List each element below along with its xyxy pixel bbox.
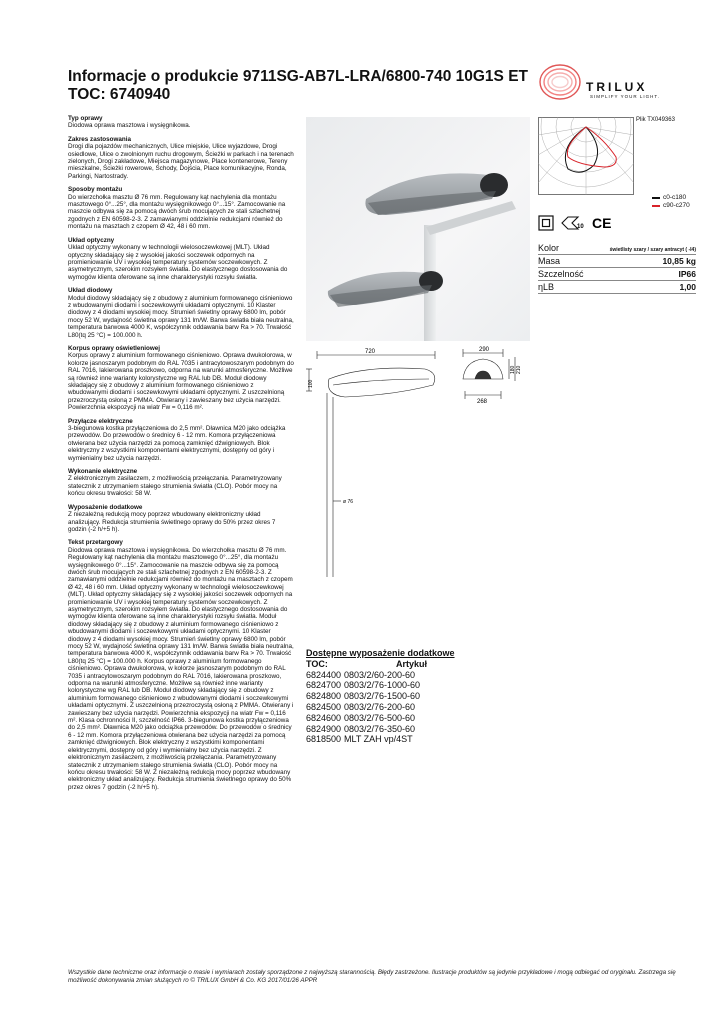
section-heading: Wyposażenie dodatkowe [68, 503, 143, 511]
dim-mast-label: ø 76 [343, 499, 354, 505]
accessory-row [306, 680, 506, 691]
legend-label: c0-c180 [663, 194, 687, 201]
section-typ-oprawy [68, 115, 294, 130]
spec-value: 1,00 [679, 282, 696, 292]
legend-item [652, 194, 690, 202]
accessory-article: 0803/2/76-1500-60 [344, 691, 421, 702]
legend-item [652, 202, 690, 210]
specifications-table [538, 242, 696, 294]
accessory-row [306, 713, 506, 724]
section-text: Moduł diodowy składający się z obudowy z aluminium formowanego ciśnieniowo z wbudowanymi diodami i soczewkowymi układami optycznymi. 10 Klaster diodowy z 4 diodami wysokiej mocy. Strumień świetlny oprawy 6800 lm, pobór mocy 52 W, wydajność świetlna oprawy 131 lm/W. Barwa światła biała neutralna, temperatura barwowa 4000 K, współczynnik oddawania barw Ra > 70. Trwałość L80(tq 25 °C) = 100.000 h. [68, 294, 294, 339]
section-text: Korpus oprawy z aluminium formowanego ciśnieniowo. Oprawa dwukolorowa, w kolorze jasnoszarym podobnym do RAL 7035 i antracytowoszarym podobnym do RAL 7016, lakierowana proszkowo, odporna na warunki atmosferyczne. Możliwe są również inne warianty kolorystyczne wg RAL lub DB. Moduł diodowy składający się z obudowy z aluminium formowanego ciśnieniowo z wbudowanymi diodami i soczewkowymi układami optycznymi. Z uszczelnioną przezroczystą osłoną z PMMA. Otwierany i zawieszany bez użycia narzędzi. Powierzchnia ekspozycji na wiatr Fw = 0,116 m². [68, 352, 294, 412]
section-text: Diodowa oprawa masztowa i wysięgnikowa. Do wierzchołka masztu Ø 76 mm. Regulowany kąt nachylenia dla montażu masztowego 0°...25°, dla montażu wysięgnikowego 0°...15°. Zamocowanie na maszcie odbywa się za pomocą dwóch śrub mocujących ze stali szlachetnej zgodnych z EN 60598-2-3. Z zamawianymi oddzielnie redukcjami również do montażu na masztach z czopem Ø 42, 48 i 60 mm. Układ optyczny wykonany w technologii wielosoczewkowej (MLT). Układ optyczny składający się z wysokiej jakości soczewek odpornych na promieniowanie UV i wysokiej temperatury systemów soczewkowych. Z asymetrycznym, szerokim rozsyłem światła. Do elastycznego dostosowania do wymogów klienta oferowane są inne charakterystyki rozsyłu światła. Moduł diodowy składający się z obudowy z aluminium formowanego ciśnieniowo z wbudowanymi diodami i soczewkowymi układami optycznymi. 10 Klaster diodowy z 4 diodami wysokiej mocy. Strumień świetlny oprawy 6800 lm, pobór mocy 52 W, wydajność świetlna oprawy 131 lm/W. Barwa światła biała neutralna, temperatura barwowa 4000 K, współczynnik oddawania barw Ra > 70. Trwałość L80(tq 25 °C) = 100.000 h. Korpus oprawy z aluminium formowanego ciśnieniowo. Oprawa dwukolorowa, w kolorze jasnoszarym podobnym do RAL 7035 i antracytowoszarym podobnym do RAL 7016, lakierowana proszkowo, odporna na warunki atmosferyczne. Możliwe są również inne warianty kolorystyczne wg RAL lub DB. Moduł diodowy składający się z obudowy z aluminium formowanego ciśnieniowo z wbudowanymi diodami i soczewkowymi układami optycznymi. Z uszczelnioną przezroczystą osłoną z PMMA. Otwierany i zawieszany bez użycia narzędzi. Powierzchnia ekspozycji na wiatr Fw = 0,116 m². Klasa ochronności II, szczelność IP66. 3-biegunowa kostka przyłączeniowa do 2,5 mm². Dławnica M20 jako odciążka przewodów. Do przewodów o średnicy 6 - 12 mm. Komora przyłączeniowa otwierana bez użycia narzędzi za pomocą zamknięć dźwigniowych. Blok elektryczny z wszystkimi komponentami elektrycznymi, dostępny od góry i wymienialny bez użycia narzędzi. Z elektronicznym zasilaczem, z możliwością przełączania. Parametryzowany statecznik z utrzymaniem stałego strumienia światła (CLO). Pobór mocy na końcu okresu trwałości: 58 W. Z niezależną redukcją mocy poprzez wbudowany elektroniczny układ analizujący. Redukcja strumienia świetlnego oprawy do 50% przez okres 7 godzin (-2 h/+5 h). [68, 546, 294, 791]
title-line-2: TOC: 6740940 [68, 86, 171, 103]
accessory-row [306, 734, 506, 745]
section-text: Z elektronicznym zasilaczem, z możliwością przełączania. Parametryzowany statecznik z utrzymaniem stałego strumienia światła (CLO). Pobór mocy na końcu okresu trwałości: 58 W. [68, 475, 282, 498]
front-view-graphic [455, 345, 525, 405]
accessory-article: 0803/2/76-200-60 [344, 701, 416, 712]
spec-value: świetlisty szary / szary antracyt ( -I4) [609, 247, 696, 253]
dim-length-label: 720 [365, 349, 376, 355]
section-montaz [68, 186, 294, 230]
luminaire-illustration [306, 117, 530, 341]
section-korpus [68, 345, 294, 412]
section-heading: Sposoby montażu [68, 186, 123, 194]
legal-footer: Wszystkie dane techniczne oraz informacje o masie i wymiarach zostały sporządzone z najwyższą starannością. Błędy zastrzeżone. Ilustracje produktów są jedynie przykładowe i mogą odbiegać od oryginału. Zastrzega się możliwość dokonywania zmian służących ro © TRILUX GmbH & Co. KG 2017/01/26 APPR [68, 969, 676, 984]
certification-marks [538, 215, 612, 231]
spec-label: ηLB [538, 282, 555, 292]
spec-row-kolor [538, 242, 696, 255]
product-description [68, 115, 294, 797]
file-reference: Plik TX049363 [636, 117, 675, 123]
accessories-list [306, 648, 506, 745]
accessory-toc: 6824500 [306, 701, 342, 712]
section-przylacze [68, 418, 294, 462]
dim-height-b-label: 210 [516, 365, 522, 374]
accessory-toc: 6818500 [306, 734, 342, 745]
col-toc-header: TOC: [306, 658, 328, 669]
section-uklad-diodowy [68, 287, 294, 339]
accessory-row [306, 702, 506, 713]
spec-value: 10,85 kg [662, 256, 696, 266]
col-article-header: Artykuł [396, 658, 428, 669]
polar-legend [652, 194, 690, 210]
svg-text:CE: CE [592, 215, 612, 231]
spec-row-masa [538, 255, 696, 268]
accessory-row [306, 691, 506, 702]
accessory-toc: 6824600 [306, 712, 342, 723]
section-heading: Przyłącze elektryczne [68, 417, 133, 425]
accessories-heading: Dostępne wyposażenie dodatkowe [306, 648, 455, 658]
section-tekst-przetargowy [68, 539, 294, 791]
accessory-toc: 6824800 [306, 691, 342, 702]
section-text: Do wierzchołka masztu Ø 76 mm. Regulowany kąt nachylenia dla montażu masztowego 0°...25°, dla montażu wysięgnikowego 0°...15°. Zamocowanie na maszcie odbywa się za pomocą dwóch śrub mocujących ze stali szlachetnej zgodnych z EN 60598-2-3. Z zamawianymi oddzielnie redukcjami również do montażu na masztach z czopem Ø 42, 48 i 60 mm. [68, 193, 286, 231]
accessory-article: 0803/2/76-500-60 [344, 712, 416, 723]
spec-row-eta-lb [538, 281, 696, 294]
accessory-toc: 6824400 [306, 669, 342, 680]
protection-class-ii-icon [538, 215, 554, 231]
spec-label: Kolor [538, 243, 560, 253]
accessory-row [306, 724, 506, 735]
section-heading: Typ oprawy [68, 115, 103, 122]
dim-height-label: 100 [308, 379, 314, 388]
section-text: Drogi dla pojazdów mechanicznych, Ulice miejskie, Ulice wyjazdowe, Drogi osiedlowe, Ulice o zwolnionym ruchu drogowym, Ścieżki w parkach i na terenach zielonych, Drogi zakładowe, Miejsca magazynowe, Place kontenerowe, Tereny mieszkalne, Ścieżki rowerowe, Schody, Dojścia, Place komunikacyjne, Ronda, Parkingi, Nartostrady. [68, 143, 294, 180]
polar-light-distribution-diagram [538, 117, 634, 195]
accessory-toc: 6824900 [306, 723, 342, 734]
svg-text:10: 10 [577, 224, 584, 230]
section-heading: Wykonanie elektryczne [68, 468, 138, 476]
ce-mark-icon [592, 215, 612, 231]
accessory-article: 0803/2/76-350-60 [344, 723, 416, 734]
section-heading: Układ diodowy [68, 287, 113, 295]
legend-swatch [652, 197, 660, 199]
accessory-row [306, 670, 506, 681]
accessories-header-row [306, 659, 506, 670]
dim-height-a-label: 180 [510, 365, 516, 374]
trilux-logo [538, 62, 698, 102]
legend-label: c90-c270 [663, 202, 690, 209]
spec-label: Masa [538, 256, 561, 266]
dim-width-top-label: 290 [479, 347, 490, 353]
accessory-article: MLT ZAH vp/4ST [344, 734, 413, 745]
section-text: Z niezależną redukcją mocy poprzez wbudowany elektroniczny układ analizujący. Redukcja strumienia świetlnego oprawy do 50% przez okres 7 godzin (-2 h/+5 h). [68, 511, 276, 533]
section-text: 3-biegunowa kostka przyłączeniowa do 2,5 mm². Dławnica M20 jako odciążka przewodów. Do przewodów o średnicy 6 - 12 mm. Komora przyłączeniowa otwierana bez użycia narzędzi za pomocą zamknięć dźwigniowych. Blok elektryczny z wszystkimi komponentami elektrycznymi, dostępny od góry i wymienialny bez użycia narzędzi. [68, 425, 286, 462]
spec-value: IP66 [678, 269, 696, 279]
dim-width-bottom-label: 268 [477, 399, 488, 405]
section-zakres [68, 136, 294, 180]
brand-name: TRILUX [586, 80, 648, 94]
section-wyposazenie [68, 504, 294, 534]
section-uklad-optyczny [68, 237, 294, 281]
section-wykonanie [68, 468, 294, 498]
section-text: Diodowa oprawa masztowa i wysięgnikowa. [68, 122, 191, 130]
brand-tagline: SIMPLIFY YOUR LIGHT. [590, 94, 660, 99]
trilux-sun-icon [538, 62, 582, 102]
section-text: Układ optyczny wykonany w technologii wielosoczewkowej (MLT). Układ optyczny składający się z wysokiej jakości soczewek odpornych na promieniowanie UV i wysokiej temperatury systemów soczewkowych. Z asymetrycznym, szerokim rozsyłem światła. Do elastycznego dostosowania do wymogów klienta oferowane są inne charakterystyki rozsyłu światła. [68, 244, 288, 281]
section-heading: Tekst przetargowy [68, 539, 123, 547]
accessory-article: 0803/2/60-200-60 [344, 669, 416, 680]
title-line-1: Informacje o produkcie 9711SG-AB7L-LRA/6800-740 10G1S ET [68, 68, 529, 85]
section-heading: Korpus oprawy oświetleniowej [68, 344, 161, 352]
accessory-article: 0803/2/76-1000-60 [344, 680, 421, 691]
section-heading: Zakres zastosowania [68, 135, 131, 143]
polar-diagram-graphic [538, 117, 634, 195]
spec-row-szczelnosc [538, 268, 696, 281]
section-heading: Układ optyczny [68, 236, 115, 244]
spec-label: Szczelność [538, 269, 584, 279]
dimension-drawing-front [455, 345, 525, 405]
product-title [68, 68, 528, 104]
product-photo [306, 117, 530, 341]
accessory-toc: 6824700 [306, 680, 342, 691]
enec-10-icon [560, 215, 586, 231]
legend-swatch [652, 205, 660, 207]
